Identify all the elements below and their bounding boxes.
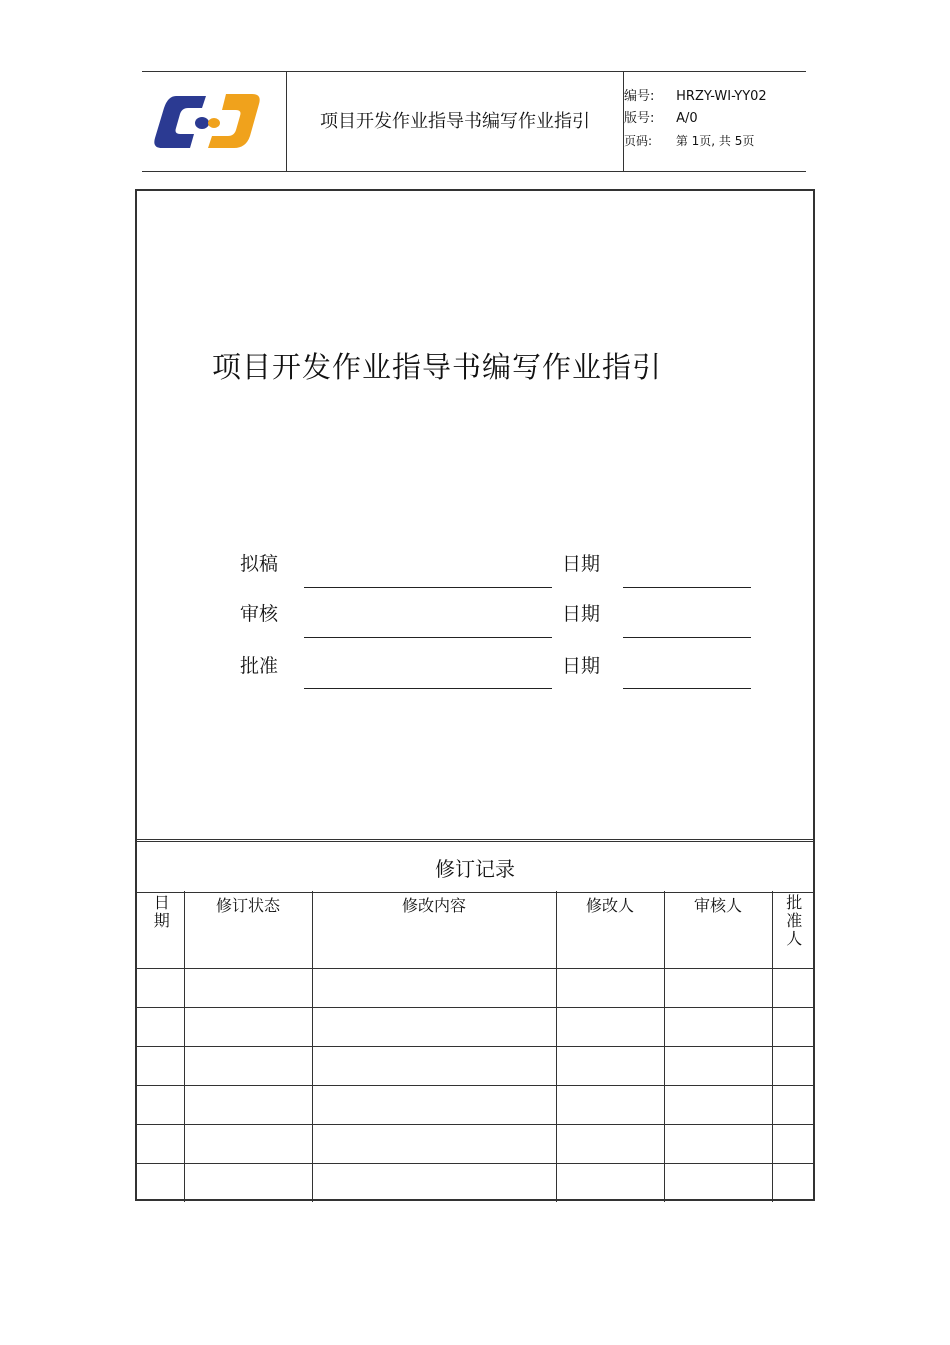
table-cell[interactable]: [772, 1047, 813, 1086]
page-row: [624, 130, 806, 152]
table-row: [137, 969, 813, 1008]
reviewed-date-label: 日期: [562, 603, 601, 625]
col-revision-status-header: 修订状态: [184, 891, 312, 969]
logo-icon: [142, 72, 286, 171]
col-modifier-header: 修改人: [556, 891, 664, 969]
cover-section: [137, 191, 813, 840]
table-row: [137, 1008, 813, 1047]
table-cell[interactable]: [664, 1125, 772, 1164]
table-cell[interactable]: [664, 1008, 772, 1047]
drafted-signature-line[interactable]: [304, 587, 552, 588]
table-cell[interactable]: [556, 1008, 664, 1047]
table-cell[interactable]: [137, 969, 184, 1008]
document-header: [142, 71, 806, 172]
table-cell[interactable]: [312, 1008, 556, 1047]
drafted-label: 拟稿: [240, 553, 279, 575]
table-cell[interactable]: [137, 1008, 184, 1047]
table-cell[interactable]: [184, 1008, 312, 1047]
company-logo: [142, 72, 286, 171]
col-approver-header: 批准人: [772, 891, 813, 969]
table-cell[interactable]: [772, 1164, 813, 1203]
revision-table: [137, 891, 813, 1202]
table-cell[interactable]: [137, 1164, 184, 1203]
table-cell[interactable]: [184, 1125, 312, 1164]
table-cell[interactable]: [184, 969, 312, 1008]
table-cell[interactable]: [664, 1047, 772, 1086]
version-row: [624, 108, 806, 130]
approved-signature-line[interactable]: [304, 688, 552, 689]
table-cell[interactable]: [184, 1047, 312, 1086]
table-cell[interactable]: [312, 1164, 556, 1203]
table-cell[interactable]: [772, 1008, 813, 1047]
table-cell[interactable]: [184, 1086, 312, 1125]
reviewed-signature-line[interactable]: [304, 637, 552, 638]
table-cell[interactable]: [772, 1125, 813, 1164]
page-value: 第 1页, 共 5页: [675, 134, 755, 148]
revision-header-row: [137, 891, 813, 969]
table-row: [137, 1164, 813, 1203]
table-cell[interactable]: [664, 1164, 772, 1203]
table-row: [137, 1047, 813, 1086]
document-body: [135, 189, 815, 1201]
table-row: [137, 1125, 813, 1164]
approved-date-line[interactable]: [623, 688, 751, 689]
reviewed-label: 审核: [240, 603, 279, 625]
table-cell[interactable]: [184, 1164, 312, 1203]
table-cell[interactable]: [664, 1086, 772, 1125]
col-date-header: 日期: [137, 891, 184, 969]
table-cell[interactable]: [664, 969, 772, 1008]
page-label: 页码:: [624, 134, 653, 148]
table-cell[interactable]: [772, 969, 813, 1008]
table-cell[interactable]: [556, 1125, 664, 1164]
table-cell[interactable]: [137, 1125, 184, 1164]
table-cell[interactable]: [312, 1086, 556, 1125]
revision-record-title: 修订记录: [137, 841, 813, 893]
table-cell[interactable]: [556, 1164, 664, 1203]
table-cell[interactable]: [556, 1047, 664, 1086]
table-cell[interactable]: [556, 969, 664, 1008]
header-meta: [624, 86, 806, 152]
table-row: [137, 1086, 813, 1125]
col-change-content-header: 修改内容: [312, 891, 556, 969]
cover-title: 项目开发作业指导书编写作业指引: [212, 350, 663, 384]
table-cell[interactable]: [312, 1047, 556, 1086]
table-cell[interactable]: [772, 1086, 813, 1125]
table-cell[interactable]: [137, 1047, 184, 1086]
drafted-date-label: 日期: [562, 553, 601, 575]
doc-number-row: [624, 86, 806, 108]
table-cell[interactable]: [312, 969, 556, 1008]
doc-number-label: 编号:: [624, 89, 655, 104]
drafted-date-line[interactable]: [623, 587, 751, 588]
doc-number-value: HRZY-WI-YY02: [676, 89, 767, 104]
approved-label: 批准: [240, 655, 279, 677]
reviewed-date-line[interactable]: [623, 637, 751, 638]
table-cell[interactable]: [137, 1086, 184, 1125]
version-value: A/0: [676, 111, 698, 126]
table-cell[interactable]: [556, 1086, 664, 1125]
table-cell[interactable]: [312, 1125, 556, 1164]
header-title: 项目开发作业指导书编写作业指引: [320, 111, 590, 132]
version-label: 版号:: [624, 111, 655, 126]
col-reviewer-header: 审核人: [664, 891, 772, 969]
approved-date-label: 日期: [562, 655, 601, 677]
